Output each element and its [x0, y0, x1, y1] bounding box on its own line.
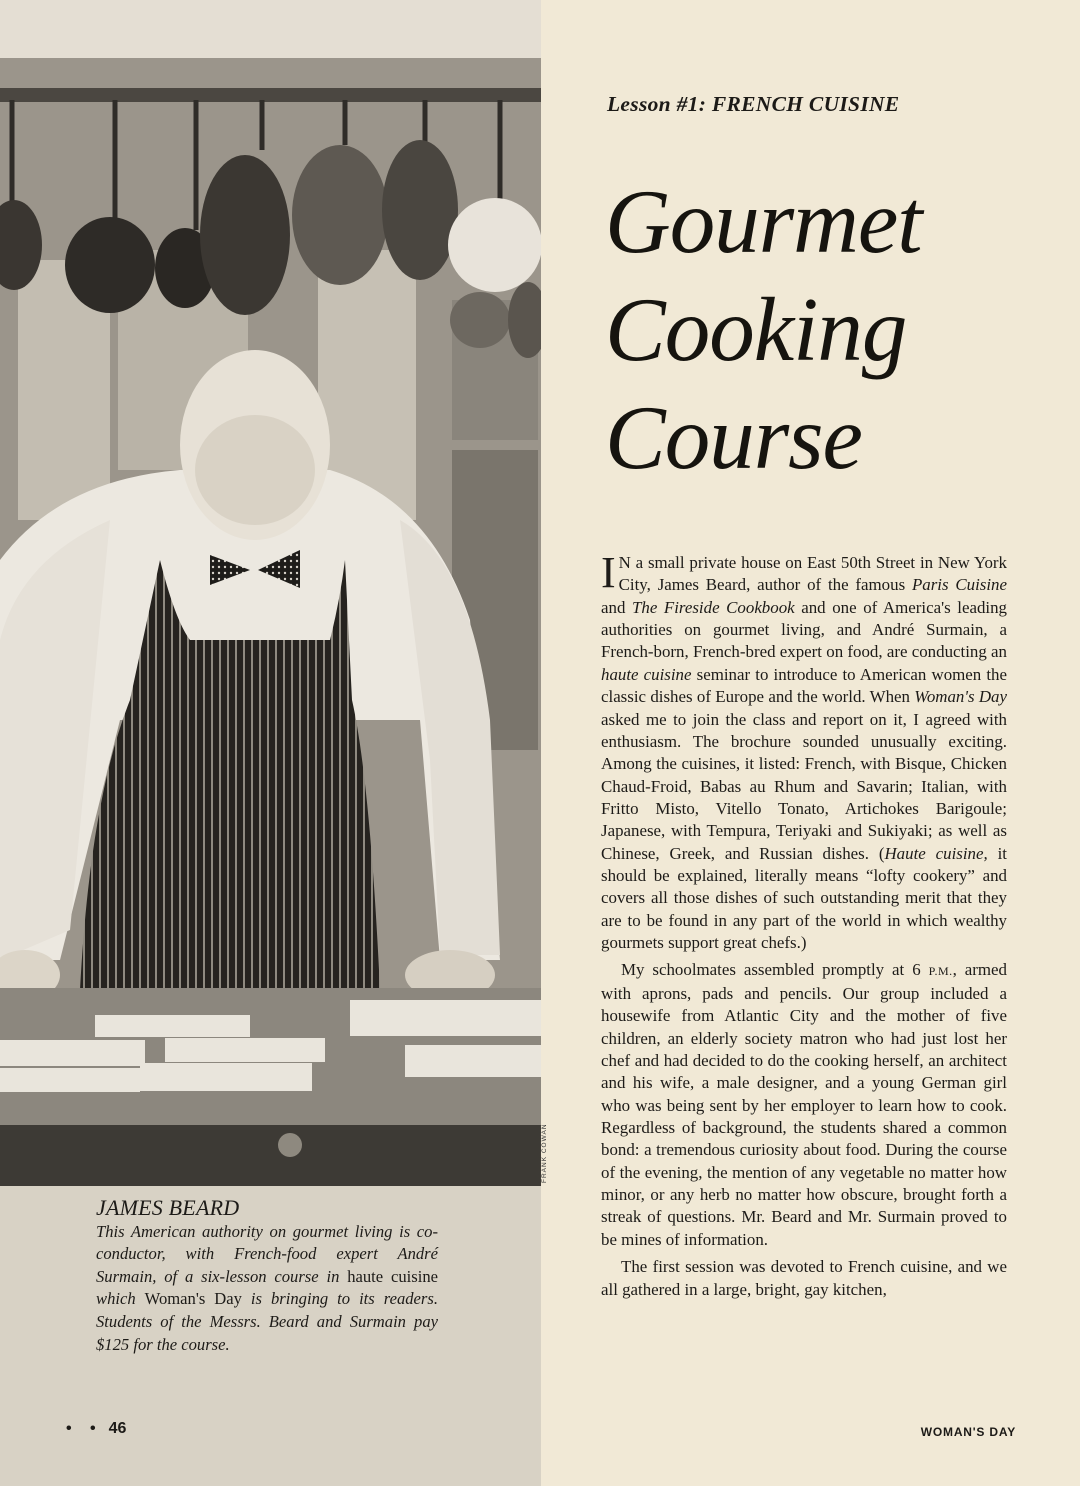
photo-credit: FRANK COWAN [541, 1123, 548, 1183]
page-number: 46 [108, 1420, 127, 1437]
paragraph-1: I N a small private house on East 50th Street in New York City, James Beard, author of the famous Paris Cuisine and The Fireside Cookbook and one of America's leading authorities on gourmet living, and André Surmain, a French-born, French-bred expert on food, are conducting an haute cuisine seminar to introduce to American women the classic dishes of Europe and the world. When Woman's Day asked me to join the class and report on it, I agreed with enthusiasm. The brochure sounded unusually exciting. Among the cuisines, it listed: French, with Bisque, Chicken Chaud-Froid, Babas au Rhum and Savarin; Italian, with Fritto Misto, Vitello Tonato, Artichokes Barigoule; Japanese, with Tempura, Teriyaki and Sukiyaki; as well as Chinese, Greek, and Russian dishes. (Haute cuisine, it should be explained, literally means “lofty cookery” and covers all those dishes of such outstanding merit that they are to be found in any part of the world in which wealthy gourmets support great chefs.) [601, 548, 1008, 953]
article-body [601, 548, 1008, 1301]
paragraph-3: The first session was devoted to French cuisine, and we all gathered in a large, bright, gay kitchen, [601, 1257, 1007, 1299]
caption-title: JAMES BEARD [96, 1195, 240, 1220]
drop-cap: I [601, 548, 616, 597]
article-headline [605, 168, 1065, 492]
page-folio-left [66, 1420, 126, 1438]
headline-line-2: Cooking [605, 279, 907, 380]
caption-body: This American authority on gourmet living is co-conductor, with French-food expert André Surmain, of a six-lesson course in haute cuisine which Woman's Day is bringing to its readers. Students of the Messrs. Beard and Surmain pay $125 for the course. [96, 1221, 438, 1354]
paragraph-2: My schoolmates assembled promptly at 6 P.M., armed with aprons, pads and pencils. Our group included a housewife from Atlantic City and the mother of five children, an elderly society matron who had just lost her chef and had decided to do the cooking herself, an architect and his wife, a male designer, and a young German girl who was being sent by her employer to learn how to cook. Regardless of background, the students shared a common bond: a tremendous curiosity about food. During the course of the evening, the mention of any vegetable no matter how minor, or any herb no matter how obscure, brought forth a streak of questions. Mr. Beard and Mr. Surmain proved to be mines of information. [601, 960, 1007, 1249]
magazine-name-folio: WOMAN'S DAY [920, 1425, 1016, 1439]
lesson-kicker: Lesson #1: FRENCH CUISINE [607, 92, 900, 116]
photo-caption [96, 1197, 438, 1356]
headline-line-3: Course [605, 387, 862, 488]
kitchen-photo-illustration [0, 0, 541, 1186]
headline-line-1: Gourmet [605, 171, 922, 272]
photograph-james-beard [0, 0, 541, 1186]
article-column [541, 0, 1080, 1486]
folio-dots: • • [66, 1420, 103, 1437]
